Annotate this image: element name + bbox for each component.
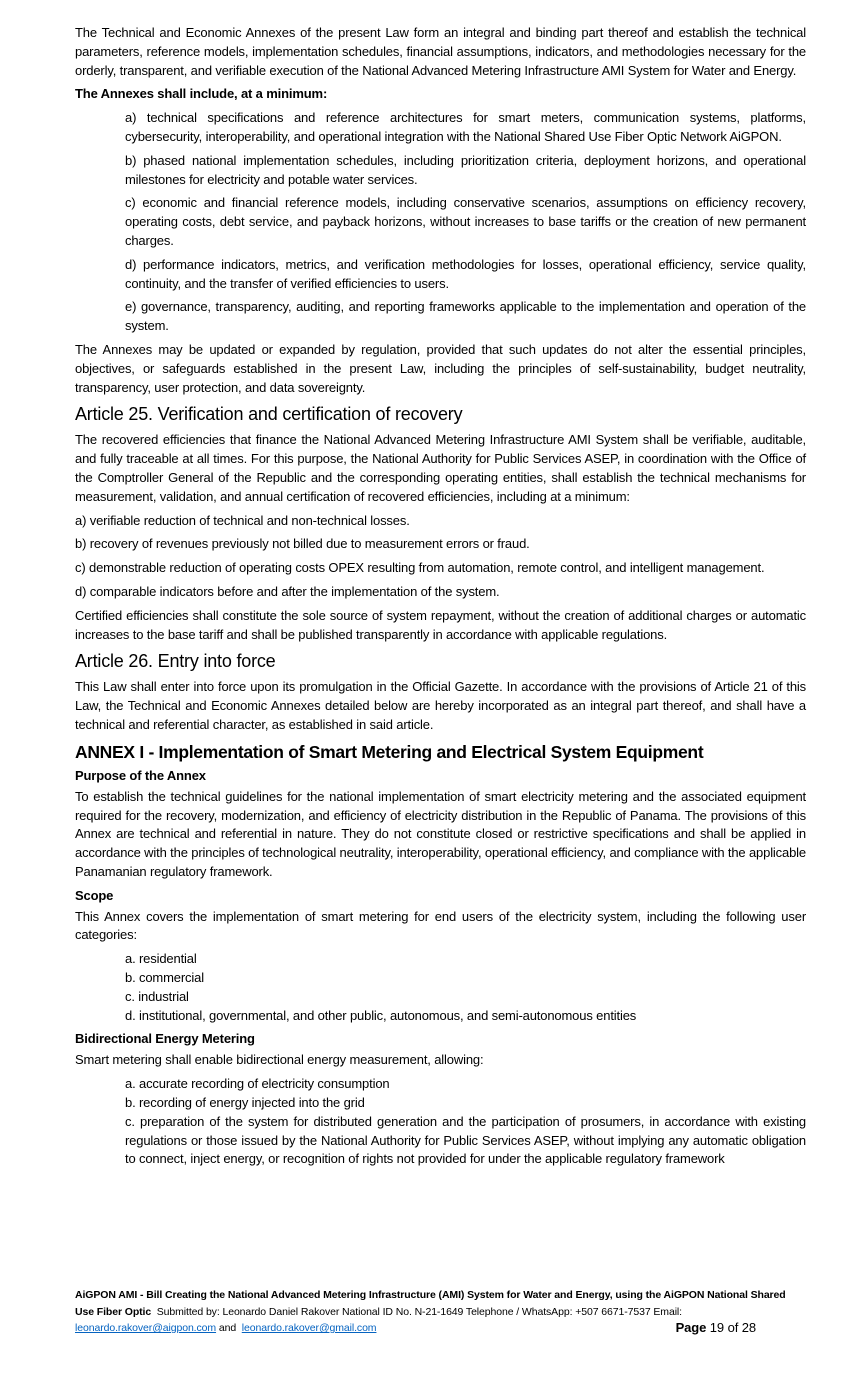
page-total: of 28	[727, 1320, 756, 1336]
article-25-item-b: b) recovery of revenues previously not billed due to measurement errors or fraud.	[75, 536, 530, 552]
purpose-paragraph: To establish the technical guidelines for the national implementation of smart electricity metering and the associated equipment required for the recovery, modernization, and efficiency of electricity distribution in the Republic of Panama. The provisions of this Annex are technical and referential in nature. They do not constitute closed or restrictive specifications and shall be applied in accordance with the principles of technological neutrality, interoperability, operational efficiency, and compliance with the applicable Panamanian regulatory framework.	[75, 788, 806, 879]
annex-item-d: d) performance indicators, metrics, and verification methodologies for losses, operational efficiency, service quality, continuity, and the transfer of verified efficiencies to users.	[125, 256, 806, 291]
bidirectional-list	[125, 1075, 806, 1169]
article-25-closing: Certified efficiencies shall constitute the sole source of system repayment, without the creation of additional charges or automatic increases to the base tariff and shall be published transparently in accordance with applicable regulations.	[75, 607, 806, 642]
scope-paragraph: This Annex covers the implementation of smart metering for end users of the electricity system, including the following user categories:	[75, 908, 806, 943]
email-link-aigpon[interactable]: leonardo.rakover@aigpon.com	[75, 1322, 217, 1335]
list-item: b. recording of energy injected into the grid	[125, 1095, 365, 1111]
article-25-paragraph: The recovered efficiencies that finance the National Advanced Metering Infrastructure AMI System shall be verifiable, auditable, and fully traceable at all times. For this purpose, the National Authority for Public Services ASEP, in coordination with the Office of the Comptroller General of the Republic and the corresponding operating entities, shall establish the technical mechanisms for measurement, validation, and annual certification of recovered efficiencies, including at a minimum:	[75, 432, 806, 504]
bidirectional-paragraph: Smart metering shall enable bidirectional energy measurement, allowing:	[75, 1052, 484, 1068]
page-current: 19	[709, 1320, 725, 1336]
footer-title: AiGPON AMI - Bill Creating the National Advanced Metering Infrastructure (AMI) System for Water and Energy, using the AiGPON National Shared Use Fiber Optic	[75, 1289, 786, 1318]
list-item: d. institutional, governmental, and other public, autonomous, and semi-autonomous entities	[125, 1007, 637, 1023]
footer-info	[75, 1287, 806, 1320]
scope-list	[125, 950, 806, 1025]
scope-heading: Scope	[75, 887, 114, 903]
email-link-gmail[interactable]: leonardo.rakover@gmail.com	[241, 1322, 377, 1335]
annex-item-b: b) phased national implementation schedules, including prioritization criteria, deployment horizons, and operational milestones for electricity and potable water services.	[125, 152, 806, 187]
annexes-list-heading: The Annexes shall include, at a minimum:	[75, 86, 328, 102]
list-item: a. residential	[125, 951, 197, 967]
article-25-item-a: a) verifiable reduction of technical and non-technical losses.	[75, 512, 410, 528]
list-item: c. industrial	[125, 988, 189, 1004]
article-25-title: Article 25. Verification and certification of recovery	[75, 404, 463, 425]
footer-and: and	[218, 1322, 237, 1335]
footer-submitted: Submitted by: Leonardo Daniel Rakover National ID No. N-21-1649 Telephone / WhatsApp: +507 6671-7537 Email:	[156, 1305, 682, 1318]
footer-contact-row	[75, 1320, 806, 1340]
annexes-update-paragraph: The Annexes may be updated or expanded by regulation, provided that such updates do not alter the essential principles, objectives, or safeguards established in the present Law, including the principles of self-sustainability, budget neutrality, transparency, user protection, and data sovereignty.	[75, 341, 806, 395]
annex-item-a: a) technical specifications and reference architectures for smart meters, communication systems, platforms, cybersecurity, interoperability, and operational integration with the National Shared Use Fiber Optic Network AiGPON.	[125, 110, 806, 144]
purpose-heading: Purpose of the Annex	[75, 767, 206, 783]
page-label: Page	[675, 1320, 707, 1336]
annex-item-e: e) governance, transparency, auditing, and reporting frameworks applicable to the implementation and operation of the system.	[125, 299, 806, 334]
article-26-title: Article 26. Entry into force	[75, 651, 276, 672]
page-footer	[75, 1287, 806, 1340]
article-26-paragraph: This Law shall enter into force upon its promulgation in the Official Gazette. In accordance with the provisions of Article 21 of this Law, the Technical and Economic Annexes detailed below are hereby incorporated as an integral part thereof, and shall have a technical and referential character, as established in said article.	[75, 679, 806, 732]
list-item: c. preparation of the system for distributed generation and the participation of prosumers, in accordance with existing regulations or those issued by the National Authority for Public Services ASEP, without implying any automatic obligation to connect, inject energy, or recognition of rights not provided for under the applicable regulatory framework	[125, 1113, 806, 1167]
intro-paragraph: The Technical and Economic Annexes of the present Law form an integral and binding part thereof and establish the technical parameters, reference models, implementation schedules, financial assumptions, indicators, and methodologies necessary for the orderly, transparent, and verifiable execution of the National Advanced Metering Infrastructure AMI System for Water and Energy.	[75, 25, 806, 78]
document-page	[75, 24, 806, 1174]
list-item: a. accurate recording of electricity consumption	[125, 1076, 390, 1092]
annex-item-c: c) economic and financial reference models, including conservative scenarios, assumptions on efficiency recovery, operating costs, debt service, and payback horizons, without increases to base tariffs or the creation of new permanent charges.	[125, 195, 806, 248]
article-25-item-d: d) comparable indicators before and after the implementation of the system.	[75, 583, 500, 599]
bidirectional-heading: Bidirectional Energy Metering	[75, 1031, 255, 1047]
list-item: b. commercial	[125, 970, 204, 986]
article-25-item-c: c) demonstrable reduction of operating costs OPEX resulting from automation, remote control, and intelligent management.	[75, 560, 765, 576]
annex-1-title: ANNEX I - Implementation of Smart Metering and Electrical System Equipment	[75, 741, 704, 762]
page-number	[676, 1320, 756, 1337]
